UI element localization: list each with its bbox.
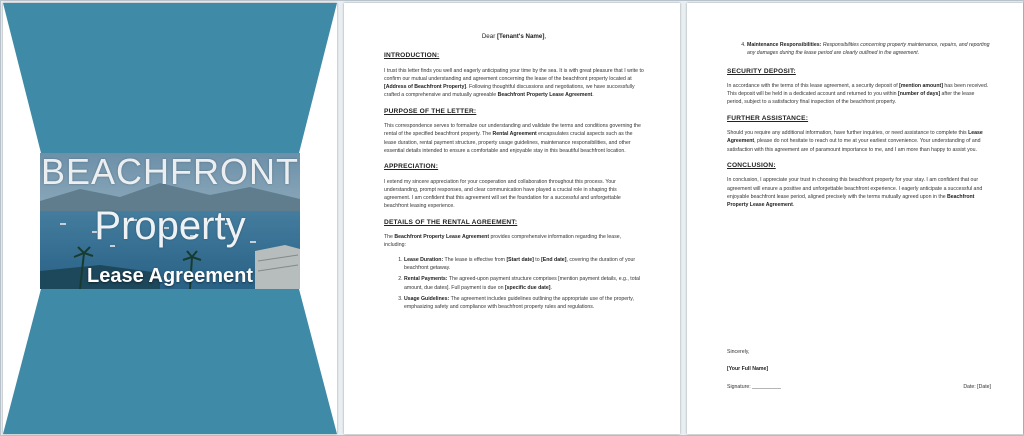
details-list-continued [727, 41, 991, 58]
lease-agreement-term: Lease Agreement [727, 130, 983, 145]
appreciation-paragraph: I extend my sincere appreciation for your cooperation and collaboration throughout this process. Your understanding, prompt responses, and clear communication have played a crucial role in shaping this agreement. I am confident that this agreement will set the foundation for a successful and unforgettable beachfront leasing experience. [384, 178, 621, 210]
item-title: Maintenance Responsibilities: [747, 42, 822, 48]
security-deposit-heading: SECURITY DEPOSIT: [727, 67, 796, 75]
cover-page [3, 3, 337, 434]
item-title: Rental Payments: [404, 276, 448, 283]
item-bold: [End date] [541, 256, 567, 263]
property-address: [Address of Beachfront Property] [384, 84, 467, 91]
details-text-1: The [384, 234, 395, 241]
item-text: The agreed-upon payment structure comprises [mention payment details, e.g., total amount, due dates]. Full payment is due on [404, 276, 641, 291]
details-text-2: provides comprehensive information regarding the lease, including: [384, 234, 622, 249]
assistance-text-2: , please do not hesitate to reach out to me at your earliest convenience. Your understanding of and satisfaction with this agreement are of paramount importance to me, and I am more than happy to assist you. [727, 138, 981, 153]
purpose-paragraph [384, 122, 644, 155]
cover-title-line1: BEACHFRONT [40, 151, 299, 192]
sincerely-line: Sincerely, [727, 349, 750, 355]
security-text-3: after the lease period, subject to a satisfactory final inspection of the beachfront property. [727, 91, 975, 106]
security-deposit-paragraph [727, 82, 991, 107]
details-list [384, 256, 644, 312]
salutation-text: Dear [481, 33, 497, 40]
security-text-2: has been received. This deposit will be held in a dedicated account and returned to you within [727, 82, 989, 98]
list-item [747, 41, 991, 58]
purpose-text-1: This correspondence serves to formalize our understanding and validate the terms and conditions governing the rental of the specified beachfront property. The [384, 123, 641, 138]
further-assistance-paragraph [727, 129, 991, 154]
item-title: Lease Duration: [404, 256, 444, 263]
conclusion-agreement-name: Beachfront Property Lease Agreement [727, 193, 975, 209]
item-text: The lease is effective from [443, 256, 507, 263]
salutation-comma: , [544, 33, 547, 40]
signature-row [727, 384, 991, 390]
intro-text-1: I trust this letter finds you well and eagerly anticipating your time by the sea. It is with great pleasure that I write to confirm our mutual understanding and agreement concerning the lease of the beachfront property located at [384, 67, 644, 82]
item-text: The agreement includes guidelines outlining the appropriate use of the property, emphasizing safety and compliance with beachfront property rules and regulations. [404, 295, 634, 311]
tenant-name: [Tenant's Name] [496, 33, 545, 40]
cover-title-line2: Property [94, 204, 246, 248]
cover-subtitle: Lease Agreement [87, 265, 253, 287]
purpose-text-2: encapsulates crucial aspects such as the lease duration, rental payment structure, property usage guidelines, maintenance responsibilities, and other essential details intended to ensure a comfortable and enjoyable stay in this beautiful beachfront location. [384, 131, 633, 154]
item-bold: [specific due date] [504, 284, 551, 291]
item-text: , covering the duration of your beachfront getaway. [404, 256, 636, 271]
conclusion-heading: CONCLUSION: [727, 161, 776, 169]
details-heading: DETAILS OF THE RENTAL AGREEMENT: [384, 218, 518, 226]
purpose-heading: PURPOSE OF THE LETTER: [384, 107, 477, 115]
list-item [404, 256, 644, 273]
introduction-heading: INTRODUCTION: [384, 52, 440, 60]
intro-text-2: . Following thoughtful discussions and negotiations, we have successfully crafted a comprehensive and mutually agreeable [384, 84, 635, 99]
appreciation-heading: APPRECIATION: [384, 163, 439, 171]
date-line: Date: [Date] [963, 384, 991, 390]
assistance-text-1: Should you require any additional information, have further inquiries, or need assistance to complete this [727, 130, 969, 137]
item-text: to [533, 256, 542, 263]
conclusion-text-2: . [792, 202, 795, 209]
signature-line: Signature: __________ [727, 384, 781, 390]
deposit-amount: [mention amount] [899, 82, 943, 89]
conclusion-paragraph [727, 176, 991, 209]
details-agreement-name: Beachfront Property Lease Agreement [394, 234, 490, 241]
security-text-1: In accordance with the terms of this lease agreement, a security deposit of [727, 82, 900, 89]
full-name-placeholder: [Your Full Name] [727, 366, 769, 372]
conclusion-text-1: In conclusion, I appreciate your trust in choosing this beachfront property for your stay. I am confident that our agreement will ensure a positive and unforgettable beachfront experience. I eagerly anticipate a successful and enjoyable beachfront lease period, aligned precisely with the terms mutually agreed upon in the [727, 177, 983, 200]
letter-page-2 [687, 3, 1023, 434]
item-text: . [550, 284, 552, 291]
further-assistance-heading: FURTHER ASSISTANCE: [727, 114, 809, 122]
list-item [404, 275, 644, 292]
item-title: Usage Guidelines: [404, 295, 450, 302]
letter-page-1 [344, 3, 680, 434]
item-bold: [Start date] [506, 256, 534, 263]
details-paragraph [384, 233, 644, 250]
salutation [384, 33, 644, 41]
deposit-days: [number of days] [898, 91, 941, 98]
rental-agreement-term: Rental Agreement [492, 131, 537, 138]
list-item [404, 295, 644, 312]
agreement-name: Beachfront Property Lease Agreement [497, 92, 593, 99]
introduction-paragraph [384, 67, 644, 100]
intro-text-3: . [592, 92, 594, 99]
item-text: Responsibilities concerning property maintenance, repairs, and reporting any damages during the lease period are clearly outlined in the agreement. [747, 42, 990, 57]
